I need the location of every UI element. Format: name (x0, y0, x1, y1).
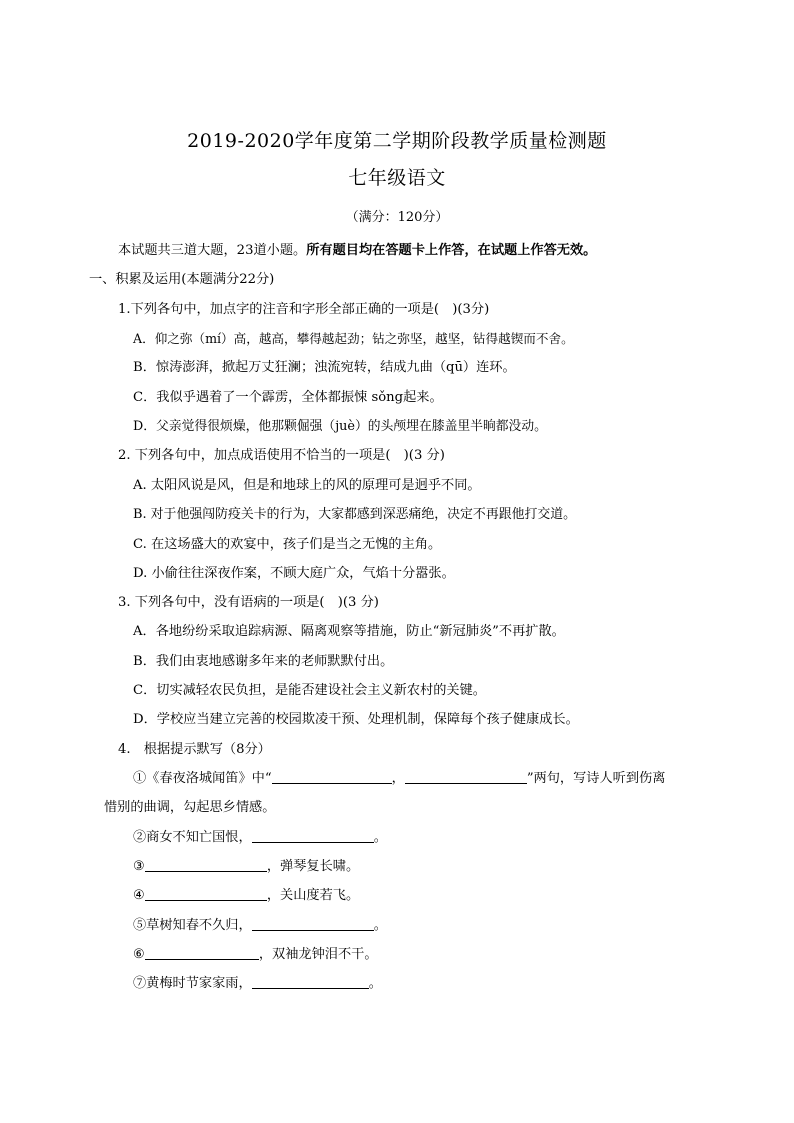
question-4-stem: 4. 根据提示默写（8分） (118, 742, 271, 757)
full-score: （满分：120分） (345, 210, 449, 225)
question-2-stem: 2. 下列各句中，加点成语使用不恰当的一项是( )(3 分) (118, 448, 445, 463)
instructions (118, 241, 596, 261)
recitation-item-5: ⑤草树知春不久归， 。 (133, 918, 387, 933)
recitation-item-7: ⑦黄梅时节家家雨， 。 (133, 976, 382, 991)
question-2-option-d: D. 小偷往往深夜作案，不顾大庭广众，气焰十分嚣张。 (133, 566, 455, 581)
question-3-option-a: A．各地纷纷采取追踪病源、隔离观察等措施，防止“新冠肺炎”不再扩散。 (133, 624, 565, 639)
recitation-item-6: ⑥ ，双袖龙钟泪不干。 (133, 947, 378, 962)
answer-blank (145, 857, 267, 872)
answer-blank (252, 916, 374, 931)
question-3-option-d: D．学校应当建立完善的校园欺凌干预、处理机制，保障每个孩子健康成长。 (133, 712, 579, 727)
answer-blank (405, 769, 527, 784)
recitation-item-4: ④ ，关山度若飞。 (133, 888, 360, 903)
recitation-item-1-continued: 惜别的曲调，勾起思乡情感。 (104, 800, 276, 815)
question-1-option-c: C．我似乎遇着了一个霹雳，全体都振悚 sǒng起来。 (133, 390, 443, 405)
answer-blank (145, 945, 259, 960)
answer-blank (252, 974, 369, 989)
section-heading: 一、积累及运用(本题满分22分) (89, 272, 275, 287)
question-2-option-a: A. 太阳风说是风，但是和地球上的风的原理可是迥乎不同。 (133, 478, 481, 493)
question-1-option-a: A．仰之弥（mí）高，越高，攀得越起劲；钻之弥坚，越坚，钻得越锲而不舍。 (133, 331, 574, 346)
recitation-item-2: ②商女不知亡国恨， 。 (133, 830, 387, 845)
question-2-option-c: C. 在这场盛大的欢宴中，孩子们是当之无愧的主角。 (133, 537, 442, 552)
instructions-intro: 本试题共三道大题，23道小题。 (118, 243, 307, 258)
question-3-stem: 3. 下列各句中，没有语病的一项是( )(3 分) (118, 595, 379, 610)
question-1-stem: 1.下列各句中，加点字的注音和字形全部正确的一项是( )(3分) (118, 302, 490, 317)
recitation-item-1: ①《春夜洛城闻笛》中“ ， ”两句，写诗人听到伤离 (133, 771, 666, 786)
exam-title: 2019-2020学年度第二学期阶段教学质量检测题 (187, 130, 607, 152)
question-1-option-d: D．父亲觉得很烦燥，他那颗倔强（juè）的头颅埋在膝盖里半晌都没动。 (133, 419, 547, 434)
answer-blank (252, 828, 374, 843)
question-2-option-b: B. 对于他强闯防疫关卡的行为，大家都感到深恶痛绝，决定不再跟他打交道。 (133, 507, 577, 522)
exam-subject: 七年级语文 (348, 167, 446, 189)
answer-blank (145, 886, 267, 901)
question-1-option-b: B．惊涛澎湃，掀起万丈狂澜；浊流宛转，结成九曲（qū）连环。 (133, 360, 516, 375)
recitation-item-3: ③ ，弹琴复长啸。 (133, 859, 360, 874)
answer-blank (272, 769, 392, 784)
question-3-option-c: C．切实减轻农民负担，是能否建设社会主义新农村的关键。 (133, 683, 486, 698)
question-3-option-b: B．我们由衷地感谢多年来的老师默默付出。 (133, 654, 394, 669)
instructions-notice: 所有题目均在答题卡上作答，在试题上作答无效。 (306, 243, 597, 258)
